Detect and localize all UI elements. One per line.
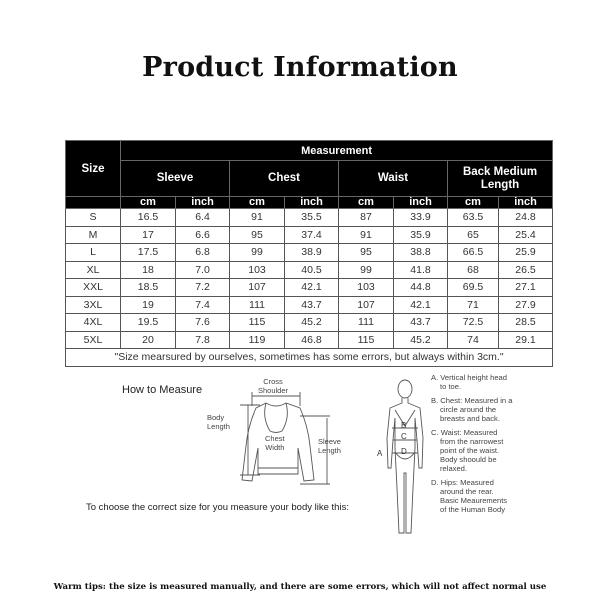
size-cell: 4XL [66,314,121,332]
human-body-figure-icon [375,378,431,536]
measurement-cell: 71 [448,296,499,314]
size-column-header: Size [66,141,121,197]
measurement-cell: 68 [448,261,499,279]
measurement-cell: 72.5 [448,314,499,332]
table-row [66,244,553,262]
measurement-header: Measurement [121,141,553,161]
measurement-cell: 40.5 [285,261,339,279]
chest-width-label: Chest Width [265,434,285,452]
sleeve-length-label: Sleeve Length [318,437,341,455]
measure-instruction: To choose the correct size for you measure your body like this: [86,502,349,513]
measurement-cell: 27.9 [499,296,553,314]
size-cell: L [66,244,121,262]
sleeve-header: Sleeve [121,161,230,197]
table-row [66,226,553,244]
measurement-cell: 45.2 [285,314,339,332]
measurement-cell: 7.4 [176,296,230,314]
measurement-cell: 91 [339,226,394,244]
back-medium-length-header [448,161,553,197]
unit-header: inch [285,197,339,209]
measurement-cell: 17 [121,226,176,244]
measurement-cell: 107 [339,296,394,314]
measurement-cell: 44.8 [394,279,448,297]
measurement-cell: 20 [121,331,176,349]
marker-a: A [377,449,383,458]
warm-tips: Warm tips: the size is measured manually, and there are some errors, which will not affect normal use [53,582,547,592]
unit-header: cm [448,197,499,209]
size-cell: XL [66,261,121,279]
measurement-cell: 42.1 [394,296,448,314]
measurement-cell: 6.4 [176,209,230,227]
table-row [66,296,553,314]
body-length-label: Body Length [207,413,230,431]
table-row [66,331,553,349]
measurement-cell: 25.4 [499,226,553,244]
measurement-cell: 119 [230,331,285,349]
measurement-cell: 95 [339,244,394,262]
body-note-item: B. Chest: Measured in a circle around the breasts and back. [431,396,513,423]
measurement-cell: 6.6 [176,226,230,244]
measurement-cell: 24.8 [499,209,553,227]
measurement-cell: 7.2 [176,279,230,297]
chest-header: Chest [230,161,339,197]
measurement-cell: 35.5 [285,209,339,227]
cross-shoulder-label: Cross Shoulder [258,377,289,395]
measurement-cell: 37.4 [285,226,339,244]
measurement-cell: 25.9 [499,244,553,262]
marker-d: D [401,447,407,456]
measurement-cell: 28.5 [499,314,553,332]
how-to-measure-title: How to Measure [122,384,203,396]
measurement-cell: 16.5 [121,209,176,227]
measurement-cell: 66.5 [448,244,499,262]
measurement-cell: 111 [339,314,394,332]
measurement-cell: 91 [230,209,285,227]
measurement-cell: 42.1 [285,279,339,297]
size-cell: XXL [66,279,121,297]
measurement-cell: 33.9 [394,209,448,227]
table-row [66,261,553,279]
back-length-line-2: Length [480,178,520,191]
measurement-cell: 35.9 [394,226,448,244]
measurement-cell: 26.5 [499,261,553,279]
measurement-cell: 29.1 [499,331,553,349]
measurement-cell: 7.8 [176,331,230,349]
measurement-cell: 43.7 [285,296,339,314]
measurement-cell: 19.5 [121,314,176,332]
measurement-cell: 6.8 [176,244,230,262]
size-cell: M [66,226,121,244]
unit-header: cm [230,197,285,209]
measurement-cell: 45.2 [394,331,448,349]
measurement-cell: 111 [230,296,285,314]
table-row [66,279,553,297]
unit-header: inch [499,197,553,209]
unit-header: cm [339,197,394,209]
measurement-cell: 99 [339,261,394,279]
measurement-cell: 19 [121,296,176,314]
how-to-measure-section [0,370,600,540]
measurement-cell: 17.5 [121,244,176,262]
unit-header: inch [176,197,230,209]
body-measurement-notes [431,373,541,519]
measurement-cell: 27.1 [499,279,553,297]
waist-header: Waist [339,161,448,197]
size-unit-spacer [66,197,121,209]
unit-header: inch [394,197,448,209]
body-note-item: C. Waist: Measured from the narrowest point of the waist. Body shoould be relaxed. [431,428,504,473]
measurement-cell: 99 [230,244,285,262]
measurement-cell: 95 [230,226,285,244]
measurement-cell: 18 [121,261,176,279]
size-cell: 3XL [66,296,121,314]
measurement-cell: 74 [448,331,499,349]
marker-c: C [401,432,407,441]
measurement-cell: 38.9 [285,244,339,262]
measurement-cell: 7.6 [176,314,230,332]
measurement-cell: 69.5 [448,279,499,297]
measurement-cell: 43.7 [394,314,448,332]
body-note-item: D. Hips: Measured around the rear. Basic Meaurements of the Human Body [431,478,508,514]
measurement-cell: 107 [230,279,285,297]
measurement-cell: 115 [339,331,394,349]
measurement-cell: 103 [339,279,394,297]
measurement-cell: 115 [230,314,285,332]
table-row [66,209,553,227]
size-chart-table [65,140,553,367]
size-cell: S [66,209,121,227]
measurement-cell: 7.0 [176,261,230,279]
size-cell: 5XL [66,331,121,349]
measurement-cell: 63.5 [448,209,499,227]
measurement-cell: 65 [448,226,499,244]
measurement-cell: 18.5 [121,279,176,297]
table-row [66,314,553,332]
measurement-cell: 103 [230,261,285,279]
measurement-cell: 46.8 [285,331,339,349]
measurement-cell: 87 [339,209,394,227]
size-note: "Size mearsured by ourselves, sometimes has some errors, but always within 3cm." [66,349,553,367]
unit-header: cm [121,197,176,209]
page-title: Product Information [142,52,458,83]
marker-b: B [401,421,407,430]
body-note-item: A. Vertical height head to toe. [431,373,507,391]
measurement-cell: 41.8 [394,261,448,279]
back-length-line-1: Back Medium [462,165,538,178]
measurement-cell: 38.8 [394,244,448,262]
